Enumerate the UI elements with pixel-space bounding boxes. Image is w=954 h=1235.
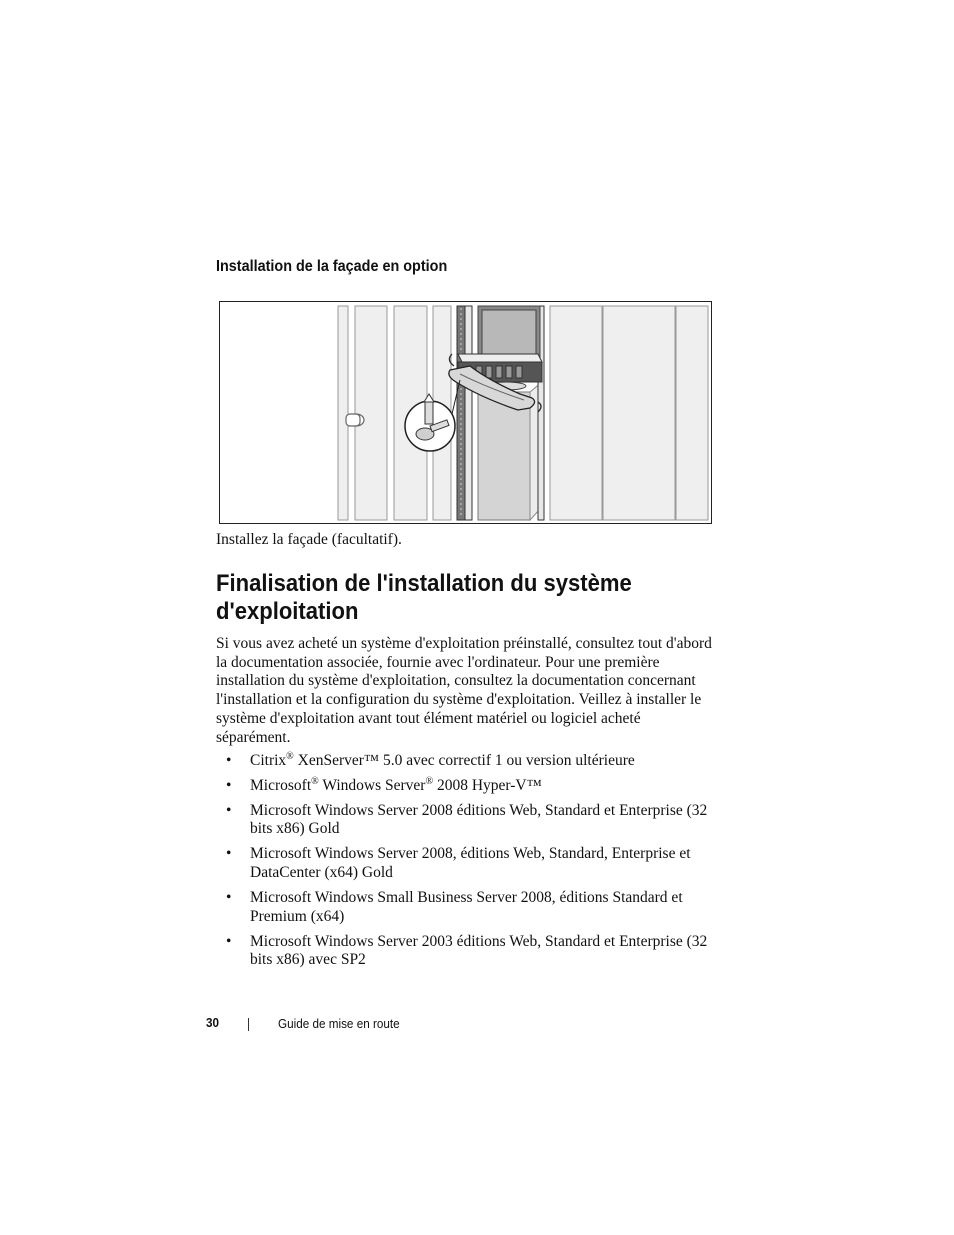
list-item-text: Microsoft Windows Server 2008 éditions Web, Standard et Enterprise (32 bits x86) Gold (250, 801, 708, 838)
registered-mark: ® (311, 775, 319, 787)
rack-door-handle (346, 414, 364, 426)
bullet: • (226, 888, 232, 906)
list-item-text: Microsoft Windows Server 2003 éditions Web, Standard et Enterprise (32 bits x86) avec SP2 (250, 932, 708, 969)
intro-paragraph: Si vous avez acheté un système d'exploitation préinstallé, consultez tout d'abord la documentation associée, fournie avec l'ordinateur. Pour une première installation du système d'exploitation, consultez la documentation concernant l'installation et la configuration du système d'exploitation. Veillez à installer le système d'exploitation avant tout élément matériel ou logiciel acheté séparément. (216, 635, 712, 746)
bullet: • (226, 752, 232, 769)
rack-bezel-illustration (220, 302, 711, 523)
list-item (216, 777, 714, 796)
os-list (216, 752, 714, 976)
list-item (216, 933, 714, 970)
section-heading: Installation de la façade en option (216, 258, 448, 275)
footer-doc-title: Guide de mise en route (278, 1016, 400, 1031)
list-item-text: Microsoft (250, 776, 312, 794)
list-item-text: Microsoft Windows Server 2008, éditions Web, Standard, Enterprise et DataCenter (x64) Gold (250, 845, 691, 882)
registered-mark: ® (286, 751, 294, 762)
bezel-installation-figure (219, 301, 712, 524)
footer-divider (248, 1018, 249, 1031)
bullet: • (226, 776, 232, 794)
list-item (216, 845, 714, 882)
bullet: • (226, 932, 232, 950)
registered-mark: ® (425, 775, 434, 787)
list-item-text: 2008 Hyper-V™ (433, 776, 542, 794)
list-item-text: XenServer™ 5.0 avec correctif 1 ou version ultérieure (293, 752, 635, 769)
page-title: Finalisation de l'installation du système d'exploitation (216, 570, 632, 625)
list-item-text: Windows Server (318, 776, 426, 794)
list-item (216, 802, 714, 839)
list-item (216, 752, 714, 771)
page-number: 30 (206, 1015, 220, 1030)
list-item (216, 889, 714, 926)
bullet: • (226, 801, 232, 819)
figure-caption: Installez la façade (facultatif). (216, 531, 402, 548)
bullet: • (226, 845, 232, 863)
list-item-text: Citrix (250, 752, 287, 769)
list-item-text: Microsoft Windows Small Business Server 2008, éditions Standard et Premium (x64) (250, 888, 683, 925)
